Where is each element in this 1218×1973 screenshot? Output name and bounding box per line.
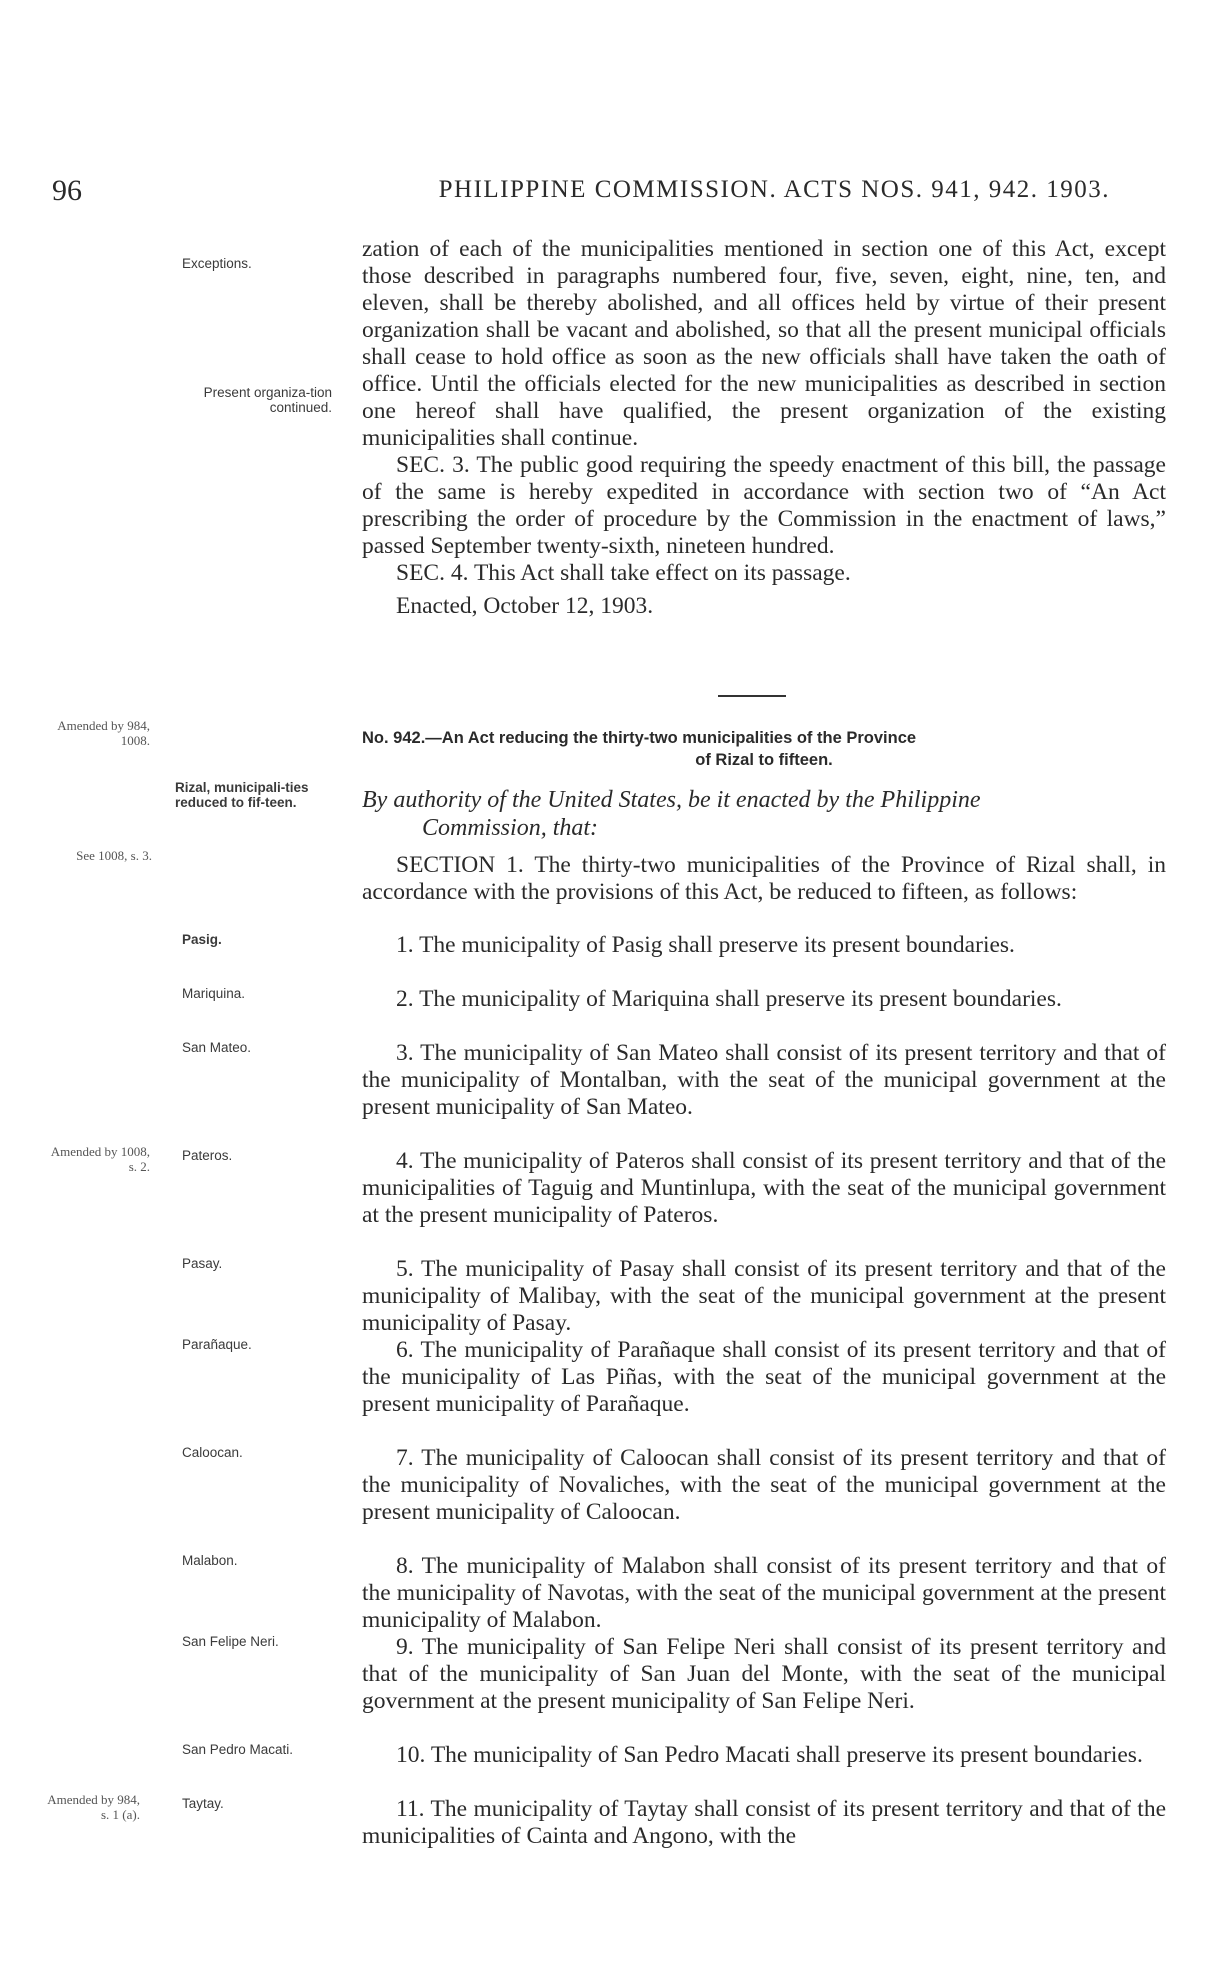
margin-note-san-pedro-macati: San Pedro Macati. <box>182 1742 294 1757</box>
page-number: 96 <box>52 174 82 207</box>
left-note-amended-984-taytay: Amended by 984, s. 1 (a). <box>47 1792 140 1822</box>
left-note-amended-984-1008: Amended by 984, 1008. <box>57 718 150 748</box>
enacted-date: Enacted, October 12, 1903. <box>396 593 654 619</box>
act-941-text <box>362 236 1166 620</box>
margin-note-san-felipe-neri: San Felipe Neri. <box>182 1634 279 1649</box>
section-3-text: The public good requiring the speedy enactment of this bill, the passage of the same is hereby expedited in accordance with section two of “An Act prescribing the order of procedure by the Commission in the enactment of laws,” passed September twenty-sixth, nineteen hundred. <box>362 452 1166 559</box>
section-1-text: The thirty-two municipalities of the Province of Rizal shall, in accordance with the provisions of this Act, be reduced to fifteen, as follows: <box>362 852 1166 905</box>
enacting-line-1: By authority of the United States, be it enacted by the Philippine <box>362 787 981 813</box>
margin-note-exceptions: Exceptions. <box>182 256 252 271</box>
margin-note-mariquina: Mariquina. <box>182 986 246 1001</box>
margin-note-caloocan: Caloocan. <box>182 1445 243 1460</box>
section-3 <box>362 452 1166 560</box>
item-san-felipe-neri: 9. The municipality of San Felipe Neri shall consist of its present territory and that of the municipality of San Juan del Monte, with the seat of the municipal government at the present municipality of San Felipe Neri. <box>362 1634 1166 1714</box>
item-taytay: 11. The municipality of Taytay shall consist of its present territory and that of the municipalities of Cainta and Angono, with the <box>362 1796 1166 1849</box>
margin-note-pasay: Pasay. <box>182 1256 223 1271</box>
margin-note-present-organization: Present organiza-tion continued. <box>203 385 332 415</box>
margin-note-san-mateo: San Mateo. <box>182 1040 252 1055</box>
item-paranaque: 6. The municipality of Parañaque shall consist of its present territory and that of the municipality of Las Piñas, with the seat of the municipal government at the present municipality of Parañaque. <box>362 1337 1166 1417</box>
item-san-pedro-macati: 10. The municipality of San Pedro Macati shall preserve its present boundaries. <box>396 1742 1143 1768</box>
item-mariquina: 2. The municipality of Mariquina shall preserve its present boundaries. <box>396 986 1062 1012</box>
margin-note-malabon: Malabon. <box>182 1553 238 1568</box>
left-note-see-1008: See 1008, s. 3. <box>76 848 152 863</box>
paragraph-continued: zation of each of the municipalities mentioned in section one of this Act, except those described in paragraphs numbered four, five, seven, eight, nine, ten, and eleven, shall be thereby abolished, and all offices held by virtue of their present organization shall be vacant and abolished, so that all the present municipal officials shall cease to hold office as soon as the new officials shall have taken the oath of office. Until the officials elected for the new municipalities as described in section one hereof shall have qualified, the present organization of the existing municipalities shall continue. <box>362 236 1166 451</box>
item-pasay: 5. The municipality of Pasay shall consist of its present territory and that of the municipality of Malibay, with the seat of the municipal government at the present municipality of Pasay. <box>362 1256 1166 1336</box>
margin-note-pateros: Pateros. <box>182 1148 233 1163</box>
margin-note-paranaque: Parañaque. <box>182 1337 252 1352</box>
section-divider <box>718 695 786 697</box>
section-3-label: SEC. 3. <box>396 452 470 478</box>
section-1-label: SECTION 1. <box>396 852 524 878</box>
act-title-line-2: of Rizal to fifteen. <box>695 751 833 769</box>
item-caloocan: 7. The municipality of Caloocan shall consist of its present territory and that of the municipality of Novaliches, with the seat of the municipal government at the present municipality of Caloocan. <box>362 1445 1166 1525</box>
left-note-amended-1008: Amended by 1008, s. 2. <box>50 1144 150 1174</box>
section-4-label: SEC. 4. <box>396 560 469 586</box>
page-header <box>52 174 1110 208</box>
act-942-title <box>362 727 1166 771</box>
margin-note-taytay: Taytay. <box>182 1796 224 1811</box>
enacting-clause <box>362 786 1166 842</box>
item-malabon: 8. The municipality of Malabon shall consist of its present territory and that of the municipality of Navotas, with the seat of the municipal government at the present municipality of Malabon. <box>362 1553 1166 1633</box>
item-san-mateo: 3. The municipality of San Mateo shall consist of its present territory and that of the municipality of Montalban, with the seat of the municipal government at the present municipality of San Mateo. <box>362 1040 1166 1120</box>
act-title-line-1: No. 942.—An Act reducing the thirty-two municipalities of the Province <box>362 729 917 747</box>
section-1 <box>362 852 1166 906</box>
running-head: PHILIPPINE COMMISSION. ACTS NOS. 941, 942. 1903. <box>438 176 1110 203</box>
section-4 <box>362 560 1166 587</box>
section-4-text: This Act shall take effect on its passage. <box>473 560 851 586</box>
item-pateros: 4. The municipality of Pateros shall consist of its present territory and that of the municipalities of Taguig and Muntinlupa, with the seat of the municipal government at the present municipality of Pateros. <box>362 1148 1166 1228</box>
enacting-line-2: Commission, that: <box>422 815 599 841</box>
item-pasig: 1. The municipality of Pasig shall preserve its present boundaries. <box>396 932 1015 958</box>
margin-note-rizal: Rizal, municipali-ties reduced to fif-teen. <box>175 780 309 810</box>
margin-note-pasig: Pasig. <box>182 932 222 947</box>
section-1-paragraph <box>362 852 1166 906</box>
